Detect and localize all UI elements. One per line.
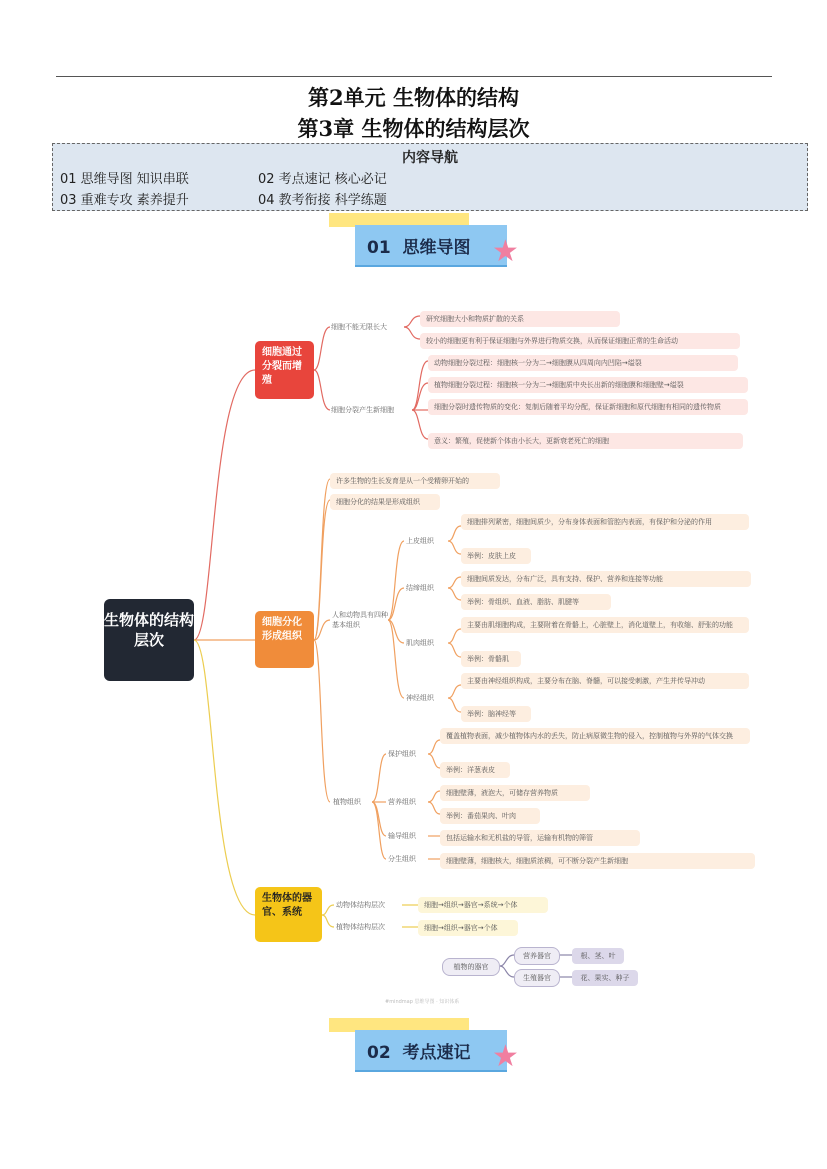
chapter-title: 第3章 生物体的结构层次 [297,116,530,141]
rep-organs-items: 花、果实、种子 [572,970,638,986]
b3-sub-label: 植物体结构层次 [336,923,385,931]
plant-tissue-name: 分生组织 [388,855,416,863]
veg-organs-items: 根、茎、叶 [572,948,624,964]
b3-flow: 细胞→组织→器官→个体 [418,920,518,936]
b2-leaf: 许多生物的生长发育是从一个受精卵开始的 [330,473,500,489]
b2-sub-label: 植物组织 [333,798,361,806]
tissue-name: 上皮组织 [406,537,434,545]
section-title: 02 考点速记 [367,1043,471,1063]
plant-tissue-name: 营养组织 [388,798,416,806]
b3-flow: 细胞→组织→器官→系统→个体 [418,897,548,913]
plant-tissue-desc: 包括运输水和无机盐的导管，运输有机物的筛管 [440,830,640,846]
branch-cell-division: 细胞通过分裂而增殖 [255,341,314,399]
b1-leaf: 植物细胞分裂过程：细胞核一分为二→细胞质中央长出新的细胞膜和细胞壁→缢裂 [428,377,748,393]
plant-tissue-desc: 细胞壁薄，液泡大，可储存营养物质 [440,785,590,801]
plant-organs-node: 植物的器官 [442,958,500,976]
plant-tissue-desc: 覆盖植物表面，减少植物体内水的丢失，防止病原微生物的侵入，控制植物与外界的气体交换 [440,728,750,744]
b1-sub-label: 细胞不能无限长大 [331,323,387,331]
rep-organs-node: 生殖器官 [514,969,560,987]
b1-leaf: 意义：繁殖，促使新个体由小长大，更新衰老死亡的细胞 [428,433,743,449]
branch-differentiation: 细胞分化形成组织 [255,611,314,668]
mindmap-root: 生物体的结构层次 [104,599,194,681]
b1-leaf: 较小的细胞更有利于保证细胞与外界进行物质交换，从而保证细胞正常的生命活动 [420,333,740,349]
nav-item-3[interactable]: 03 重难专攻 素养提升 [60,193,189,208]
tissue-name: 神经组织 [406,694,434,702]
tissue-example: 举例：骨组织、血液、脂肪、肌腱等 [461,594,611,610]
b1-sub-label: 细胞分裂产生新细胞 [331,406,394,414]
tissue-example: 举例：皮肤上皮 [461,548,531,564]
tissue-example: 举例：脑神经等 [461,706,531,722]
nav-item-2[interactable]: 02 考点速记 核心必记 [258,172,387,187]
nav-item-1[interactable]: 01 思维导图 知识串联 [60,172,189,187]
b3-sub-label: 动物体结构层次 [336,901,385,909]
tissue-name: 肌肉组织 [406,639,434,647]
b1-leaf: 细胞分裂时遗传物质的变化：复制后随着平均分配，保证新细胞和原代细胞有相同的遗传物质 [428,399,748,415]
veg-organs-node: 营养器官 [514,947,560,965]
unit-title: 第2单元 生物体的结构 [308,85,519,110]
plant-tissue-desc: 细胞壁薄，细胞核大，细胞质浓稠，可不断分裂产生新细胞 [440,853,755,869]
nav-title: 内容导航 [402,150,458,166]
b1-leaf: 动物细胞分裂过程：细胞核一分为二→细胞膜从四周向内凹陷→缢裂 [428,355,738,371]
plant-tissue-name: 输导组织 [388,832,416,840]
section-title: 01 思维导图 [367,238,471,258]
plant-tissue-name: 保护组织 [388,750,416,758]
b1-leaf: 研究细胞大小和物质扩散的关系 [420,311,620,327]
star-icon: ★ [492,1039,519,1074]
branch-organs-systems: 生物体的器官、系统 [255,887,322,942]
b2-sub-label: 人和动物具有四种基本组织 [332,611,388,629]
tissue-example: 举例：骨骼肌 [461,651,521,667]
nav-item-4[interactable]: 04 教考衔接 科学练题 [258,193,387,208]
tissue-desc: 细胞间质发达，分布广泛，具有支持、保护、营养和连接等功能 [461,571,751,587]
plant-tissue-example: 举例：洋葱表皮 [440,762,510,778]
b2-leaf: 细胞分化的结果是形成组织 [330,494,440,510]
tissue-desc: 主要由神经组织构成，主要分布在脑、脊髓，可以接受刺激，产生并传导冲动 [461,673,749,689]
tissue-name: 结缔组织 [406,584,434,592]
section-heading-keypoints [355,1030,519,1074]
mindmap-watermark: #mindmap 思维导图 · 知识体系 [385,999,460,1005]
tissue-desc: 主要由肌细胞构成，主要附着在骨骼上，心脏壁上，消化道壁上，有收缩、舒张的功能 [461,617,749,633]
star-icon: ★ [492,234,519,269]
plant-tissue-example: 举例：番茄果肉、叶肉 [440,808,540,824]
tissue-desc: 细胞排列紧密，细胞间质少，分布身体表面和管腔内表面，有保护和分泌的作用 [461,514,749,530]
